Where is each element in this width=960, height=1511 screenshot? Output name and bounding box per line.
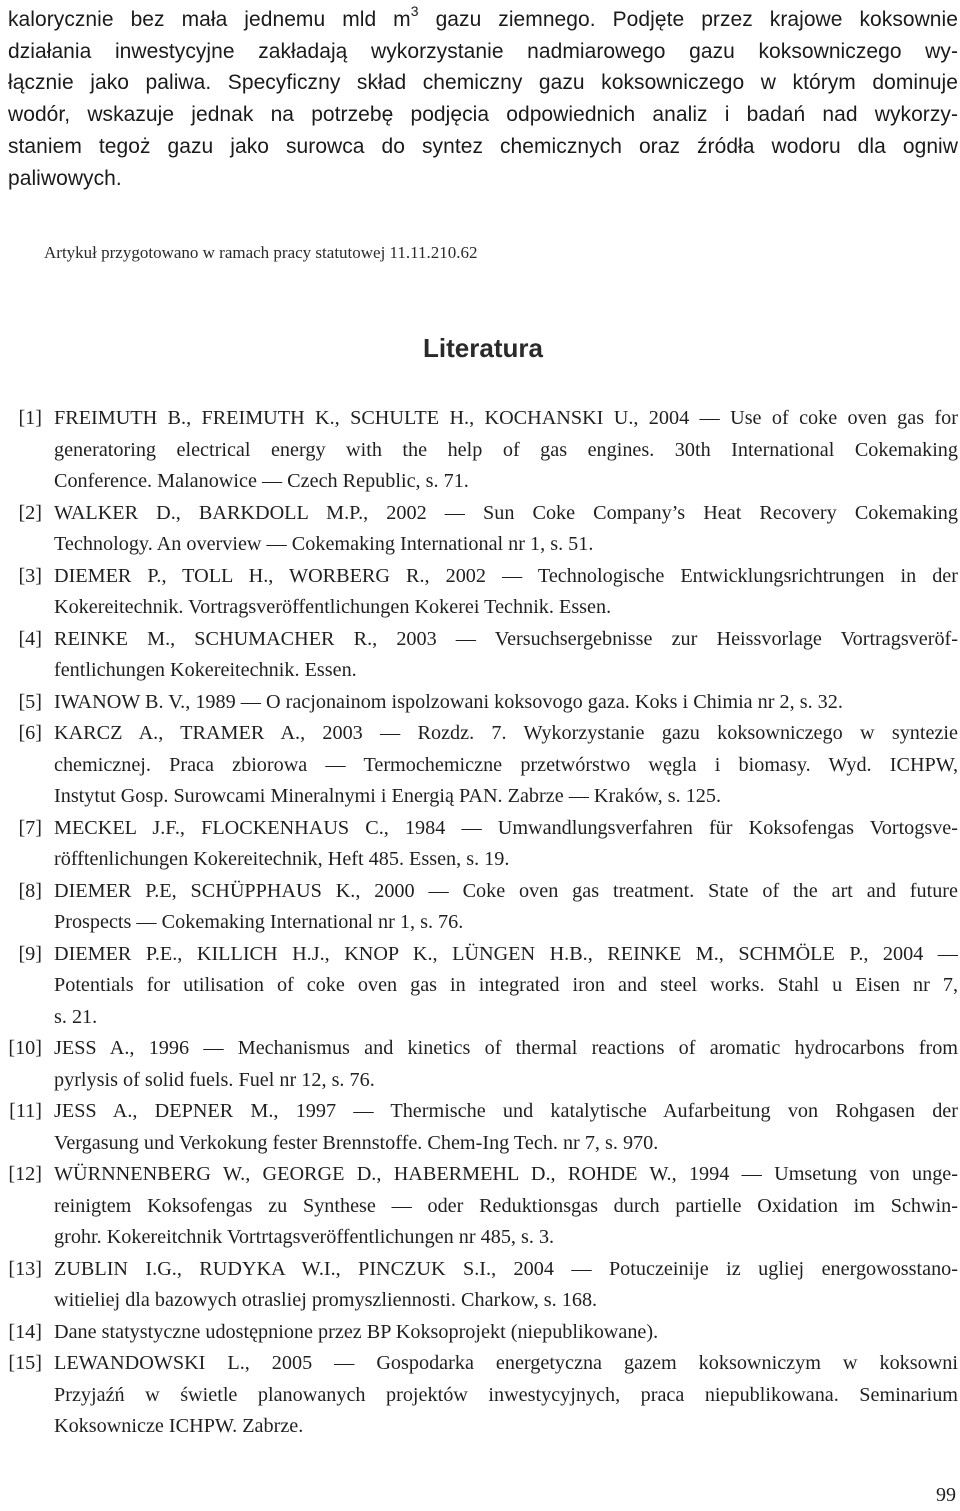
reference-item <box>0 1317 960 1349</box>
reference-number: [7] <box>18 816 42 839</box>
reference-number: [5] <box>18 690 42 713</box>
reference-number: [12] <box>8 1163 42 1185</box>
reference-number: [13] <box>8 1257 42 1280</box>
reference-number: [10] <box>8 1037 42 1059</box>
acknowledgement-note: Artykuł przygotowano w ramach pracy statutowej 11.11.210.62 <box>44 243 478 262</box>
reference-number: [14] <box>8 1320 42 1343</box>
reference-number: [3] <box>18 564 42 587</box>
reference-line: chemicznej. Praca zbiorowa — Termochemiczne przetwórstwo węgla i biomasy. Wyd. ICHPW, <box>54 753 958 776</box>
reference-item <box>0 1159 960 1254</box>
reference-line: MECKEL J.F., FLOCKENHAUS C., 1984 — Umwandlungsverfahren für Koksofengas Vortogsve- <box>54 816 958 839</box>
reference-line: Koksownicze ICHPW. Zabrze. <box>54 1415 304 1437</box>
reference-list <box>0 403 960 1443</box>
reference-line: grohr. Kokereitchnik Vortrtagsveröffentlichungen nr 485, s. 3. <box>54 1226 555 1248</box>
body-line: wodór, wskazuje jednak na potrzebę podjęcia odpowiednich analiz i badań nad wykorzy- <box>8 103 958 127</box>
reference-line: Instytut Gosp. Surowcami Mineralnymi i Energią PAN. Zabrze — Kraków, s. 125. <box>54 785 722 807</box>
page-number: 99 <box>936 1484 956 1506</box>
reference-line: FREIMUTH B., FREIMUTH K., SCHULTE H., KOCHANSKI U., 2004 — Use of coke oven gas for <box>54 407 958 429</box>
reference-line: reinigtem Koksofengas zu Synthese — oder Reduktionsgas durch partielle Oxidation im Schwin- <box>54 1194 958 1217</box>
reference-line: DIEMER P., TOLL H., WORBERG R., 2002 — Technologische Entwicklungsrichtrungen in der <box>54 564 958 587</box>
reference-number: [1] <box>18 407 42 429</box>
reference-line: generatoring electrical energy with the help of gas engines. 30th International Cokemaking <box>54 438 958 461</box>
reference-number: [6] <box>18 722 42 744</box>
reference-line: KARCZ A., TRAMER A., 2003 — Rozdz. 7. Wykorzystanie gazu koksowniczego w syntezie <box>54 722 958 744</box>
reference-item <box>0 1348 960 1443</box>
body-line: staniem tegoż gazu jako surowca do syntez chemicznych oraz źródła wodoru dla ogniw <box>8 134 958 158</box>
reference-line: ZUBLIN I.G., RUDYKA W.I., PINCZUK S.I., 2004 — Potuczeinije iz ugliej energowosstano- <box>54 1257 958 1280</box>
section-heading: Literatura <box>423 333 543 363</box>
reference-number: [8] <box>18 879 42 902</box>
reference-line: Przyjaźń w świetle planowanych projektów inwestycyjnych, praca niepublikowana. Seminarium <box>54 1383 958 1406</box>
reference-number: [11] <box>9 1100 42 1122</box>
reference-line: fentlichungen Kokereitechnik. Essen. <box>54 659 357 681</box>
reference-item <box>0 939 960 1034</box>
reference-line: DIEMER P.E., KILLICH H.J., KNOP K., LÜNGEN H.B., REINKE M., SCHMÖLE P., 2004 — <box>54 942 958 965</box>
reference-number: [15] <box>8 1352 42 1374</box>
body-line: działania inwestycyjne zakładają wykorzystanie nadmiarowego gazu koksowniczego wy- <box>8 39 958 63</box>
reference-item <box>0 561 960 624</box>
reference-line: Kokereitechnik. Vortragsveröffentlichungen Kokerei Technik. Essen. <box>54 596 612 618</box>
reference-line: JESS A., 1996 — Mechanismus and kinetics of thermal reactions of aromatic hydrocarbons from <box>54 1037 958 1059</box>
reference-line: WÜRNNENBERG W., GEORGE D., HABERMEHL D., ROHDE W., 1994 — Umsetung von unge- <box>54 1163 958 1185</box>
body-paragraph <box>8 4 958 194</box>
reference-line: Technology. An overview — Cokemaking International nr 1, s. 51. <box>54 533 594 555</box>
superscript: 3 <box>410 3 419 19</box>
reference-number: [9] <box>18 942 42 965</box>
reference-line: IWANOW B. V., 1989 — O racjonainom ispolzowani koksovogo gaza. Koks i Chimia nr 2, s. 32. <box>54 690 843 713</box>
reference-line: Dane statystyczne udostępnione przez BP Koksoprojekt (niepublikowane). <box>54 1320 659 1343</box>
reference-item <box>0 813 960 876</box>
reference-line: röfftenlichungen Kokereitechnik, Heft 485. Essen, s. 19. <box>54 848 510 870</box>
reference-number: [2] <box>18 501 42 524</box>
reference-number: [4] <box>18 627 42 650</box>
body-line: kalorycznie bez mała jednemu mld $m^3$ gazu ziemnego. Podjęte przez krajowe koksownie <box>8 3 958 31</box>
reference-line: LEWANDOWSKI L., 2005 — Gospodarka energetyczna gazem koksowniczym w koksowni <box>54 1352 958 1374</box>
reference-line: pyrlysis of solid fuels. Fuel nr 12, s. 76. <box>54 1068 375 1091</box>
reference-item <box>0 498 960 561</box>
reference-item <box>0 876 960 939</box>
reference-item <box>0 1254 960 1317</box>
reference-item <box>0 1033 960 1096</box>
reference-line: JESS A., DEPNER M., 1997 — Thermische und katalytische Aufarbeitung von Rohgasen der <box>54 1100 958 1122</box>
body-line: paliwowych. <box>8 166 122 190</box>
reference-item <box>0 687 960 719</box>
reference-item <box>0 1096 960 1159</box>
reference-line: witieliej dla bazowych otrasliej promyszliennosti. Charkow, s. 168. <box>54 1289 598 1311</box>
reference-line: DIEMER P.E, SCHÜPPHAUS K., 2000 — Coke oven gas treatment. State of the art and future <box>54 879 958 902</box>
reference-line: Potentials for utilisation of coke oven gas in integrated iron and steel works. Stahl u Eisen nr 7, <box>54 974 958 996</box>
reference-item <box>0 718 960 813</box>
reference-line: s. 21. <box>54 1005 98 1028</box>
reference-line: Vergasung und Verkokung fester Brennstoffe. Chem-Ing Tech. nr 7, s. 970. <box>54 1131 659 1154</box>
reference-item <box>0 403 960 498</box>
reference-line: Conference. Malanowice — Czech Republic, s. 71. <box>54 470 469 492</box>
reference-line: Prospects — Cokemaking International nr 1, s. 76. <box>54 911 464 933</box>
reference-line: REINKE M., SCHUMACHER R., 2003 — Versuchsergebnisse zur Heissvorlage Vortragsveröf- <box>54 627 958 650</box>
reference-line: WALKER D., BARKDOLL M.P., 2002 — Sun Coke Company’s Heat Recovery Cokemaking <box>54 501 958 524</box>
reference-item <box>0 624 960 687</box>
body-line: łącznie jako paliwa. Specyficzny skład chemiczny gazu koksowniczego w którym dominuje <box>8 71 958 95</box>
